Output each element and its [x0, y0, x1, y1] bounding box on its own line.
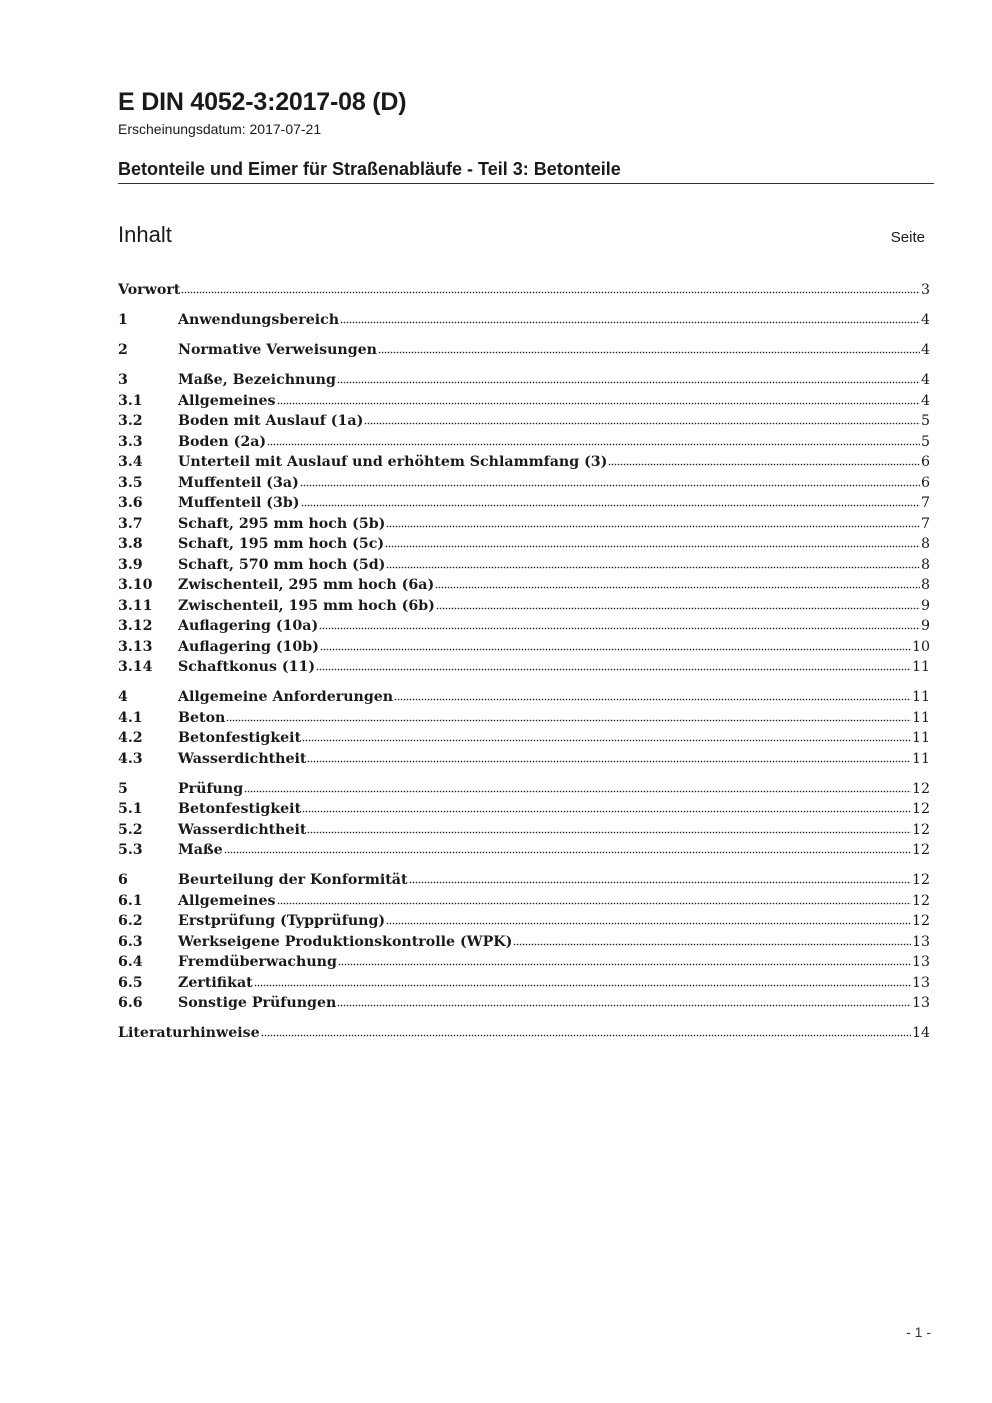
document-id: E DIN 4052-3:2017-08 (D) [118, 88, 407, 116]
toc-entry-label: Auflagering (10a) [178, 618, 319, 634]
toc-entry[interactable] [118, 932, 930, 953]
toc-entry-number: 6.3 [118, 933, 143, 950]
toc-entry-page: 3 [920, 282, 930, 298]
toc-dot-leader [608, 462, 920, 466]
toc-heading: Inhalt [118, 222, 172, 247]
toc-entry-page: 12 [911, 892, 930, 909]
toc-entry[interactable] [118, 799, 930, 820]
toc-entry-label: Boden (2a) [178, 433, 267, 450]
toc-entry[interactable] [118, 952, 930, 973]
title-rule [118, 183, 934, 184]
toc-entry[interactable] [118, 820, 930, 841]
toc-entry-number: 3.7 [118, 515, 143, 532]
toc-entry-number: 6.1 [118, 892, 143, 909]
toc-entry-number: 4.3 [118, 750, 143, 767]
toc-entry-page: 4 [920, 312, 930, 328]
toc-entry-number: 3.11 [118, 597, 153, 614]
toc-dot-leader [277, 901, 911, 905]
toc-entry-page: 12 [911, 913, 930, 929]
toc-entry-label: Allgemeines [178, 892, 276, 909]
toc-dot-leader [307, 759, 910, 763]
toc-entry-label: Schaft, 195 mm hoch (5c) [178, 536, 385, 552]
toc-entry-number: 4 [118, 689, 128, 705]
toc-entry[interactable] [118, 493, 930, 514]
toc-entry-page: 13 [911, 954, 930, 970]
toc-entry[interactable] [118, 473, 930, 494]
toc-entry-label: Maße [178, 842, 223, 858]
toc-entry-label: Unterteil mit Auslauf und erhöhtem Schlammfang (3) [178, 454, 608, 470]
toc-entry[interactable] [118, 310, 930, 331]
toc-entry-page: 13 [911, 974, 930, 991]
toc-dot-leader [300, 483, 920, 487]
toc-entry-label: Betonfestigkeit [178, 730, 302, 746]
toc-entry-number: 3.13 [118, 638, 153, 655]
toc-entry-number: 3.4 [118, 454, 143, 470]
toc-entry-page: 12 [911, 821, 930, 838]
toc-entry-page: 9 [920, 618, 930, 634]
toc-dot-leader [307, 830, 910, 834]
toc-entry[interactable] [118, 432, 930, 453]
toc-dot-leader [436, 606, 920, 610]
toc-entry-number: 5 [118, 780, 128, 797]
toc-entry-page: 11 [911, 709, 930, 726]
toc-entry[interactable] [118, 280, 930, 301]
toc-entry-number: 3.6 [118, 495, 143, 511]
toc-entry-label: Zwischenteil, 195 mm hoch (6b) [178, 597, 435, 614]
toc-entry-page: 9 [920, 597, 930, 614]
toc-entry-page: 12 [911, 842, 930, 858]
toc-dot-leader [244, 789, 911, 793]
toc-entry-label: Maße, Bezeichnung [178, 372, 336, 388]
toc-entry-label: Erstprüfung (Typprüfung) [178, 913, 386, 929]
toc-dot-leader [267, 442, 920, 446]
toc-dot-leader [261, 1033, 911, 1037]
toc-entry[interactable] [118, 973, 930, 994]
toc-entry-page: 12 [911, 801, 930, 817]
toc-entry[interactable] [118, 708, 930, 729]
toc-entry-label: Sonstige Prüfungen [178, 995, 337, 1011]
toc-dot-leader [386, 524, 920, 528]
toc-entry-label: Allgemeine Anforderungen [178, 689, 394, 705]
toc-entry-page: 10 [911, 638, 930, 655]
toc-entry-label: Muffenteil (3a) [178, 474, 299, 491]
toc-entry-number: 2 [118, 342, 128, 358]
toc-dot-leader [319, 626, 920, 630]
toc-entry[interactable] [118, 840, 930, 861]
toc-entry[interactable] [118, 411, 930, 432]
toc-entry-label: Vorwort [118, 282, 181, 298]
toc-entry-number: 5.1 [118, 801, 143, 817]
toc-entry-number: 1 [118, 312, 128, 328]
toc-dot-leader [385, 544, 920, 548]
toc-entry-label: Allgemeines [178, 392, 276, 409]
toc-entry-number: 3.9 [118, 556, 143, 573]
toc-entry-label: Werkseigene Produktionskontrolle (WPK) [178, 933, 513, 950]
toc-entry[interactable] [118, 637, 930, 658]
toc-dot-leader [340, 320, 920, 324]
toc-entry-number: 6 [118, 872, 128, 888]
toc-entry-label: Zwischenteil, 295 mm hoch (6a) [178, 577, 435, 593]
toc-entry-page: 11 [911, 730, 930, 746]
toc-dot-leader [301, 503, 920, 507]
toc-entry[interactable] [118, 870, 930, 891]
toc-entry-number: 4.1 [118, 709, 143, 726]
toc-entry-number: 3.10 [118, 577, 153, 593]
toc-entry-label: Muffenteil (3b) [178, 495, 300, 511]
toc-dot-leader [338, 962, 911, 966]
toc-dot-leader [302, 738, 911, 742]
toc-entry-label: Betonfestigkeit [178, 801, 302, 817]
toc-entry[interactable] [118, 596, 930, 617]
toc-dot-leader [226, 718, 911, 722]
toc-dot-leader [435, 585, 920, 589]
toc-entry-page: 14 [911, 1025, 930, 1041]
toc-entry-label: Auflagering (10b) [178, 638, 319, 655]
toc-entry-number: 6.5 [118, 974, 143, 991]
toc-entry-page: 6 [920, 454, 930, 470]
toc-entry[interactable] [118, 779, 930, 800]
toc-entry-page: 8 [920, 556, 930, 573]
toc-entry-number: 5.3 [118, 842, 143, 858]
toc-entry-label: Schaftkonus (11) [178, 659, 316, 675]
toc-dot-leader [364, 421, 920, 425]
toc-entry-label: Prüfung [178, 780, 244, 797]
toc-dot-leader [181, 290, 920, 294]
toc-entry[interactable] [118, 687, 930, 708]
toc-entry[interactable] [118, 911, 930, 932]
toc-entry-label: Normative Verweisungen [178, 342, 377, 358]
toc-entry[interactable] [118, 391, 930, 412]
toc-dot-leader [386, 921, 911, 925]
toc-entry-number: 3.5 [118, 474, 143, 491]
toc-entry-page: 13 [911, 933, 930, 950]
toc-entry-page: 12 [911, 780, 930, 797]
toc-entry-label: Fremdüberwachung [178, 954, 337, 970]
toc-entry-page: 4 [920, 392, 930, 409]
toc-entry-page: 12 [911, 872, 930, 888]
toc-entry-number: 6.4 [118, 954, 143, 970]
toc-entry[interactable] [118, 657, 930, 678]
toc-dot-leader [513, 942, 911, 946]
toc-entry[interactable] [118, 370, 930, 391]
toc-entry[interactable] [118, 340, 930, 361]
toc-dot-leader [302, 809, 911, 813]
toc-dot-leader [409, 880, 911, 884]
toc-entry-page: 4 [920, 342, 930, 358]
toc-entry[interactable] [118, 452, 930, 473]
toc-entry-number: 6.2 [118, 913, 143, 929]
toc-entry-number: 5.2 [118, 821, 143, 838]
toc-entry[interactable] [118, 616, 930, 637]
toc-entry-page: 5 [920, 433, 930, 450]
toc-entry-page: 11 [911, 659, 930, 675]
toc-entry-label: Boden mit Auslauf (1a) [178, 413, 364, 429]
toc-entry[interactable] [118, 749, 930, 770]
toc-dot-leader [394, 697, 911, 701]
toc-entry[interactable] [118, 514, 930, 535]
toc-entry-label: Wasserdichtheit [178, 821, 307, 838]
toc-entry[interactable] [118, 534, 930, 555]
document-title: Betonteile und Eimer für Straßenabläufe - Teil 3: Betonteile [118, 159, 621, 179]
toc-entry[interactable] [118, 555, 930, 576]
toc-entry[interactable] [118, 728, 930, 749]
toc-entry-number: 4.2 [118, 730, 143, 746]
toc-entry-page: 6 [920, 474, 930, 491]
toc-entry-label: Schaft, 570 mm hoch (5d) [178, 556, 386, 573]
toc-dot-leader [337, 380, 920, 384]
toc-entry-page: 5 [920, 413, 930, 429]
toc-dot-leader [254, 983, 911, 987]
toc-entry-label: Beton [178, 709, 226, 726]
toc-dot-leader [386, 565, 920, 569]
toc-dot-leader [320, 647, 911, 651]
toc-entry-page: 7 [920, 495, 930, 511]
toc-entry-label: Schaft, 295 mm hoch (5b) [178, 515, 386, 532]
toc-dot-leader [378, 350, 920, 354]
toc-entry-page: 8 [920, 536, 930, 552]
toc-entry-page: 4 [920, 372, 930, 388]
toc-entry-number: 3 [118, 372, 128, 388]
toc-entry-page: 11 [911, 750, 930, 767]
toc-entry-label: Anwendungsbereich [178, 312, 340, 328]
toc-entry-label: Wasserdichtheit [178, 750, 307, 767]
toc-entry[interactable] [118, 993, 930, 1014]
toc-dot-leader [316, 667, 911, 671]
toc-entry[interactable] [118, 891, 930, 912]
toc-entry-label: Literaturhinweise [118, 1025, 260, 1041]
toc-entry-number: 3.3 [118, 433, 143, 450]
page-column-label: Seite [890, 229, 925, 246]
toc-entry-page: 8 [920, 577, 930, 593]
toc-entry-number: 3.8 [118, 536, 143, 552]
toc-entry-number: 6.6 [118, 995, 143, 1011]
toc-entry[interactable] [118, 1023, 930, 1044]
toc-entry-page: 13 [911, 995, 930, 1011]
toc-dot-leader [337, 1003, 911, 1007]
toc-entry-page: 7 [920, 515, 930, 532]
toc-entry-label: Beurteilung der Konformität [178, 872, 408, 888]
toc-entry-number: 3.1 [118, 392, 143, 409]
table-of-contents [118, 280, 930, 1044]
publication-date: Erscheinungsdatum: 2017-07-21 [118, 121, 322, 137]
toc-dot-leader [277, 401, 920, 405]
toc-entry-number: 3.12 [118, 618, 153, 634]
toc-dot-leader [224, 850, 911, 854]
toc-entry-page: 11 [911, 689, 930, 705]
toc-entry-number: 3.14 [118, 659, 153, 675]
page-number-footer: - 1 - [906, 1324, 931, 1340]
toc-entry[interactable] [118, 575, 930, 596]
toc-entry-number: 3.2 [118, 413, 143, 429]
toc-entry-label: Zertifikat [178, 974, 253, 991]
